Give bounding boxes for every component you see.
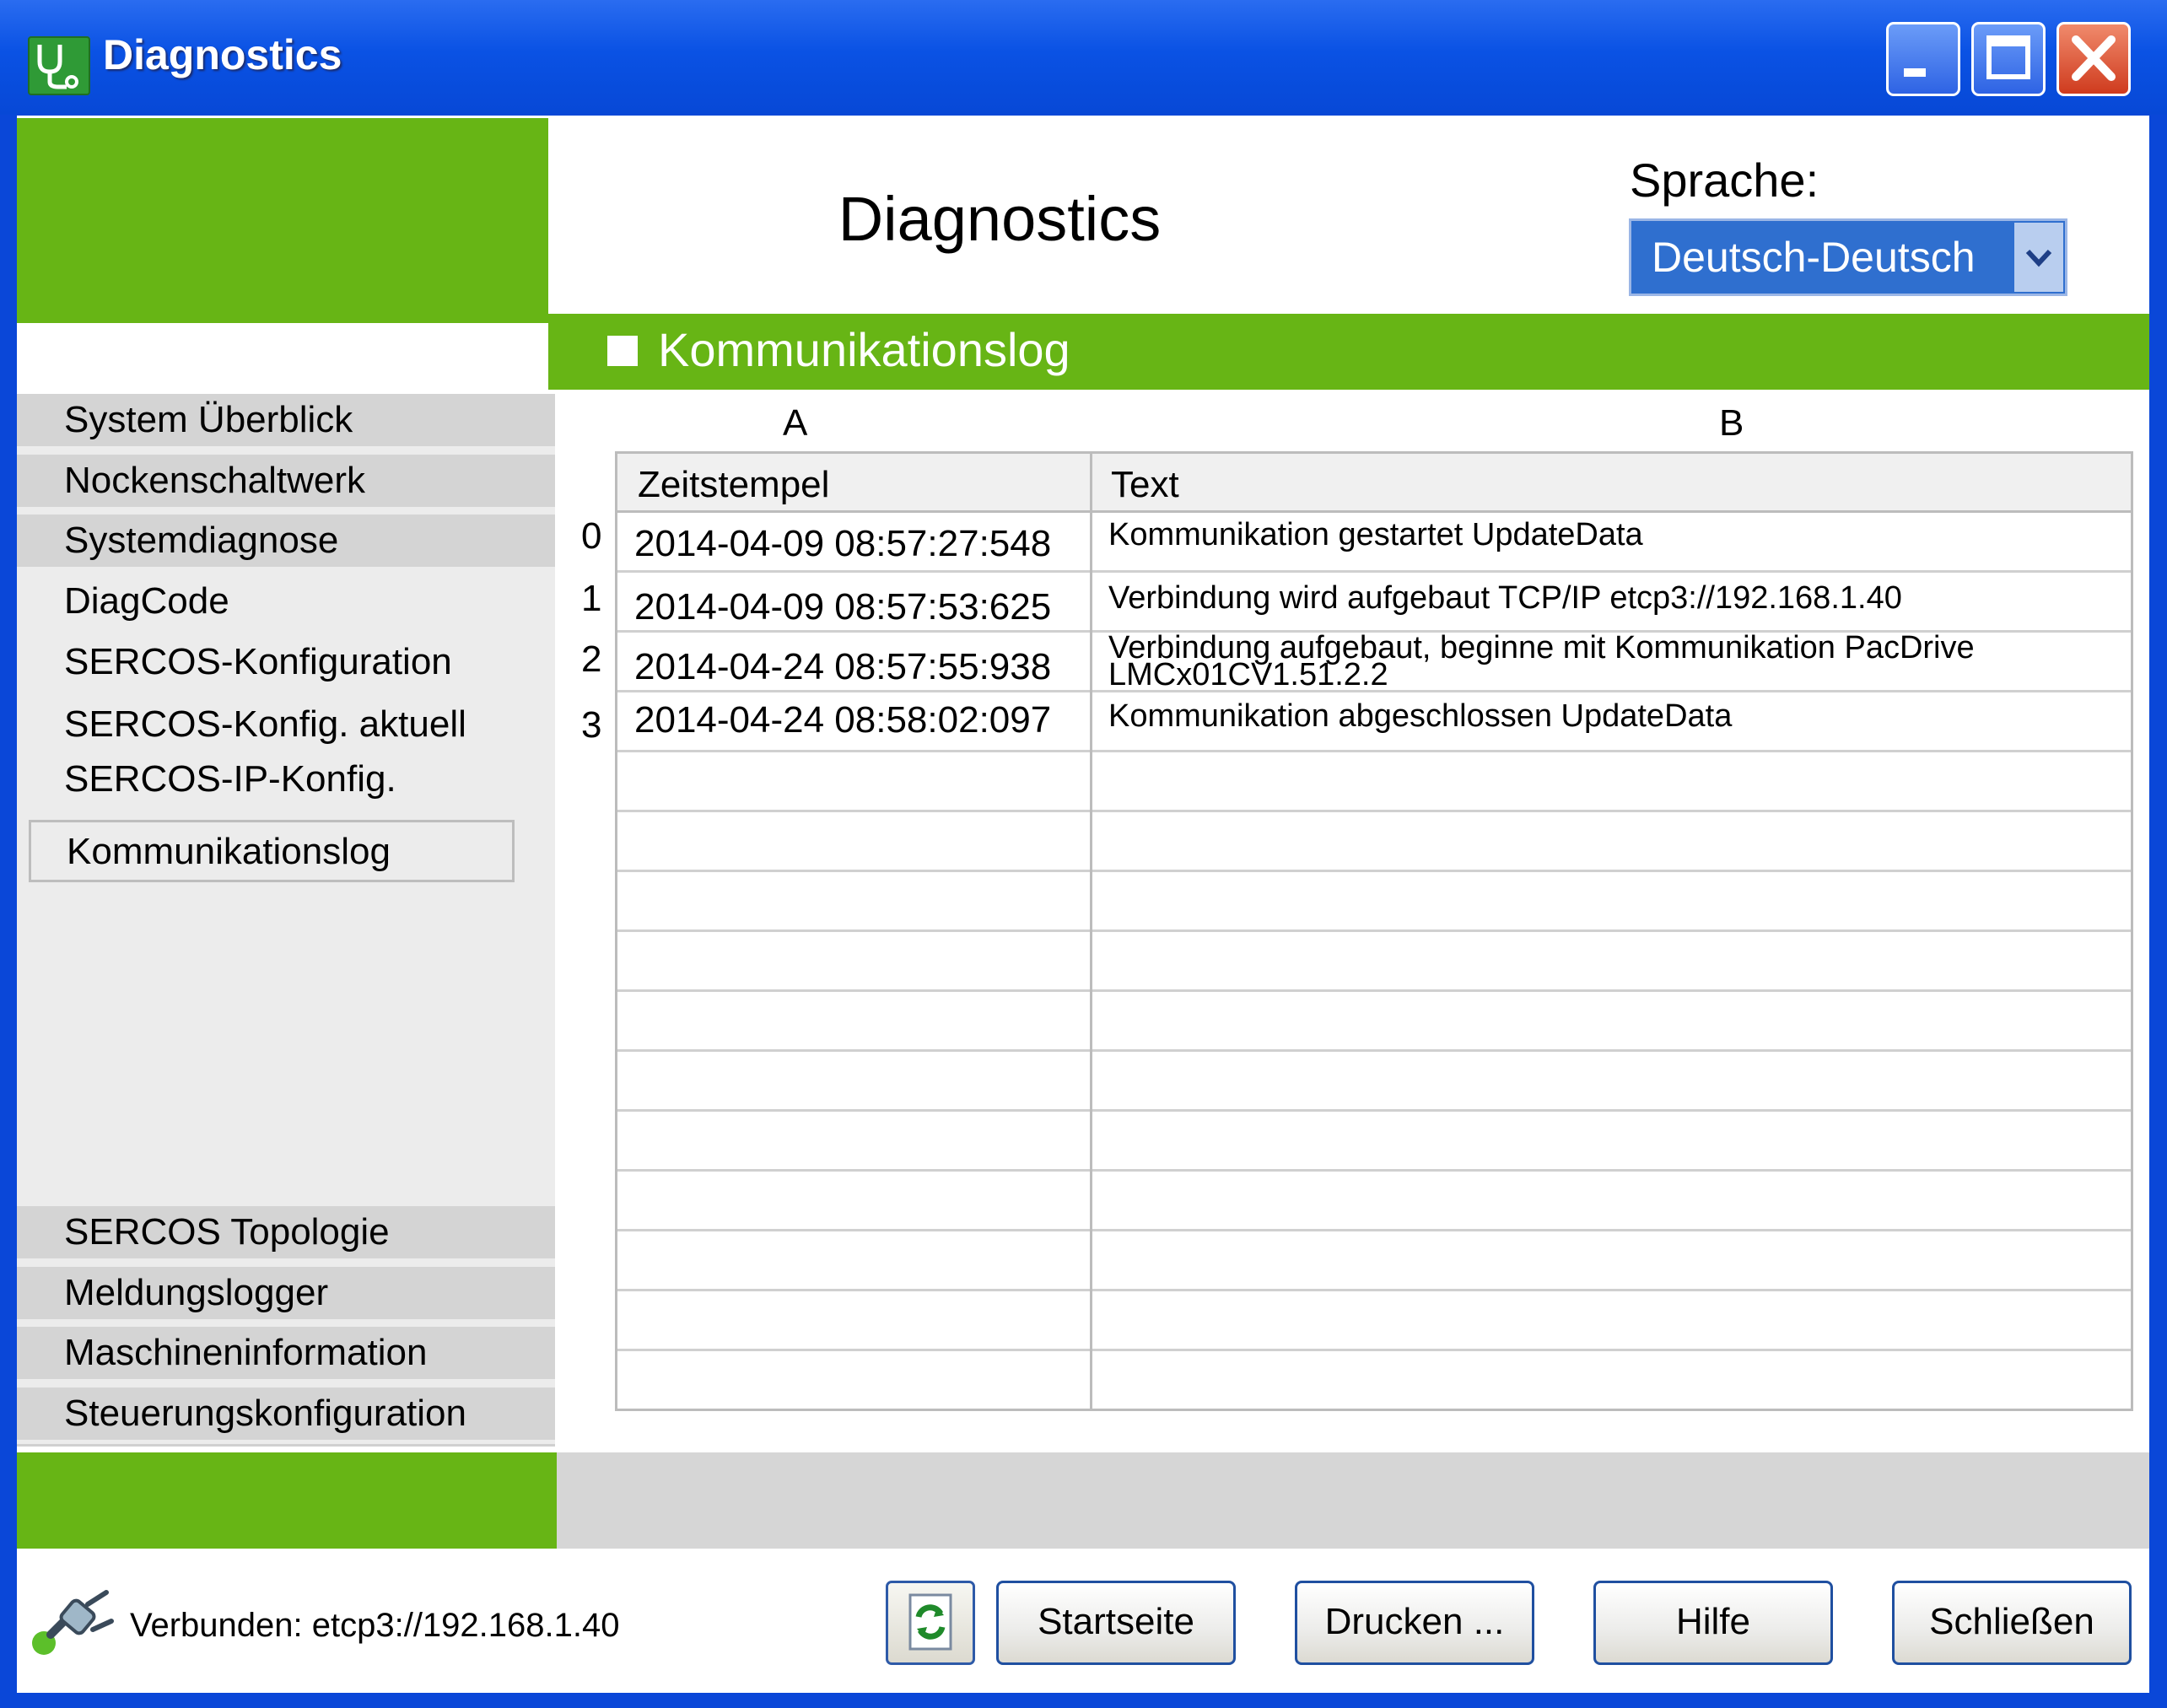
cell-text: Kommunikation abgeschlossen UpdateData [1108, 698, 1733, 734]
sidebar-item-label: Nockenschaltwerk [64, 460, 366, 501]
table-row-empty[interactable] [617, 872, 2131, 932]
square-bullet-icon [607, 336, 638, 366]
close-window-button[interactable] [2056, 22, 2131, 96]
row-index: 2 [581, 638, 602, 680]
sidebar-item-system-ueberblick[interactable] [17, 394, 555, 446]
sidebar-item-sercos-konfig-aktuell[interactable] [17, 698, 555, 751]
table-row-empty[interactable] [617, 1351, 2131, 1411]
table-row-empty[interactable] [617, 1052, 2131, 1112]
sidebar-item-steuerungskonfiguration[interactable] [17, 1387, 555, 1440]
cell-text: Kommunikation gestartet UpdateData [1108, 517, 1643, 552]
cell-timestamp: 2014-04-09 08:57:27:548 [634, 523, 1052, 564]
sidebar-item-nockenschaltwerk[interactable] [17, 455, 555, 507]
table-row[interactable] [617, 630, 2131, 692]
table-row[interactable] [617, 513, 2131, 573]
table-row-empty[interactable] [617, 1172, 2131, 1231]
table-row[interactable] [617, 573, 2131, 633]
connection-status-text: Verbunden: etcp3://192.168.1.40 [130, 1607, 620, 1644]
sidebar-item-label: DiagCode [64, 580, 229, 622]
sidebar-item-label: SERCOS Topologie [64, 1211, 390, 1253]
client-area [17, 116, 2149, 1693]
sidebar-item-label: SERCOS-Konfiguration [64, 641, 452, 682]
footer-gray-band [557, 1452, 2149, 1549]
chevron-down-icon[interactable] [2014, 223, 2063, 292]
sidebar-item-meldungslogger[interactable] [17, 1267, 555, 1319]
cell-timestamp: 2014-04-24 08:57:55:938 [634, 646, 1052, 687]
column-letter-b: B [1719, 402, 1744, 444]
language-select[interactable] [1629, 218, 2067, 296]
window-title: Diagnostics [103, 31, 342, 78]
table-row-empty[interactable] [617, 992, 2131, 1052]
sidebar-item-label: Steuerungskonfiguration [64, 1393, 466, 1434]
close-button[interactable]: Schließen [1892, 1581, 2132, 1665]
table-row-empty[interactable] [617, 1231, 2131, 1291]
footer-green-band [17, 1452, 557, 1549]
minimize-button[interactable] [1886, 22, 1960, 96]
stethoscope-icon [28, 36, 90, 95]
log-table[interactable] [615, 451, 2133, 1411]
refresh-icon [888, 1583, 973, 1662]
sidebar-item-label: Maschineninformation [64, 1332, 428, 1373]
sidebar-item-label: Meldungslogger [64, 1272, 329, 1313]
print-button[interactable]: Drucken ... [1295, 1581, 1534, 1665]
sidebar-item-systemdiagnose[interactable] [17, 515, 555, 567]
maximize-button[interactable] [1971, 22, 2046, 96]
language-label: Sprache: [1630, 154, 1819, 207]
section-title: Kommunikationslog [658, 323, 1070, 376]
sidebar-item-kommunikationslog[interactable] [29, 820, 515, 882]
refresh-button[interactable] [886, 1581, 975, 1665]
table-header [617, 454, 2131, 513]
sidebar-item-maschineninformation[interactable] [17, 1327, 555, 1379]
table-row-empty[interactable] [617, 932, 2131, 992]
sidebar-item-sercos-topologie[interactable] [17, 1206, 555, 1258]
row-index: 0 [581, 515, 602, 557]
language-select-value: Deutsch-Deutsch [1652, 234, 1976, 281]
help-button[interactable]: Hilfe [1593, 1581, 1833, 1665]
sidebar-item-label: SERCOS-Konfig. aktuell [64, 703, 466, 745]
sidebar-divider [17, 1444, 555, 1447]
table-row-empty[interactable] [617, 752, 2131, 812]
table-row-empty[interactable] [617, 812, 2131, 872]
row-index: 1 [581, 578, 602, 619]
cell-timestamp: 2014-04-09 08:57:53:625 [634, 586, 1052, 628]
sidebar-item-label: Kommunikationslog [67, 831, 391, 872]
sidebar-item-label: Systemdiagnose [64, 520, 339, 561]
cell-text: Verbindung aufgebaut, beginne mit Kommunikation PacDrive LMCx01CV1.51.2.2 [1108, 630, 1975, 692]
table-row[interactable] [617, 692, 2131, 752]
section-header [548, 314, 2149, 390]
sidebar-item-label: System Überblick [64, 399, 353, 440]
row-index: 3 [581, 704, 602, 746]
cell-text: Verbindung wird aufgebaut TCP/IP etcp3://192.168.1.40 [1108, 580, 1902, 616]
header-logo-area [17, 118, 548, 323]
sidebar-item-sercos-konfiguration[interactable] [17, 636, 555, 688]
column-divider[interactable] [1090, 454, 1092, 1409]
connection-plug-icon [25, 1587, 118, 1663]
column-header-text[interactable]: Text [1111, 464, 1179, 505]
home-button[interactable]: Startseite [996, 1581, 1236, 1665]
sidebar-item-sercos-ip-konfig[interactable] [17, 753, 555, 806]
sidebar-item-diagcode[interactable] [17, 575, 555, 628]
column-letter-a: A [783, 402, 808, 444]
column-header-zeitstempel[interactable]: Zeitstempel [638, 464, 830, 505]
sidebar-item-label: SERCOS-IP-Konfig. [64, 758, 396, 800]
cell-timestamp: 2014-04-24 08:58:02:097 [634, 699, 1052, 741]
table-row-empty[interactable] [617, 1291, 2131, 1351]
table-row-empty[interactable] [617, 1112, 2131, 1172]
title-bar[interactable] [0, 0, 2167, 115]
page-title: Diagnostics [838, 184, 1162, 254]
